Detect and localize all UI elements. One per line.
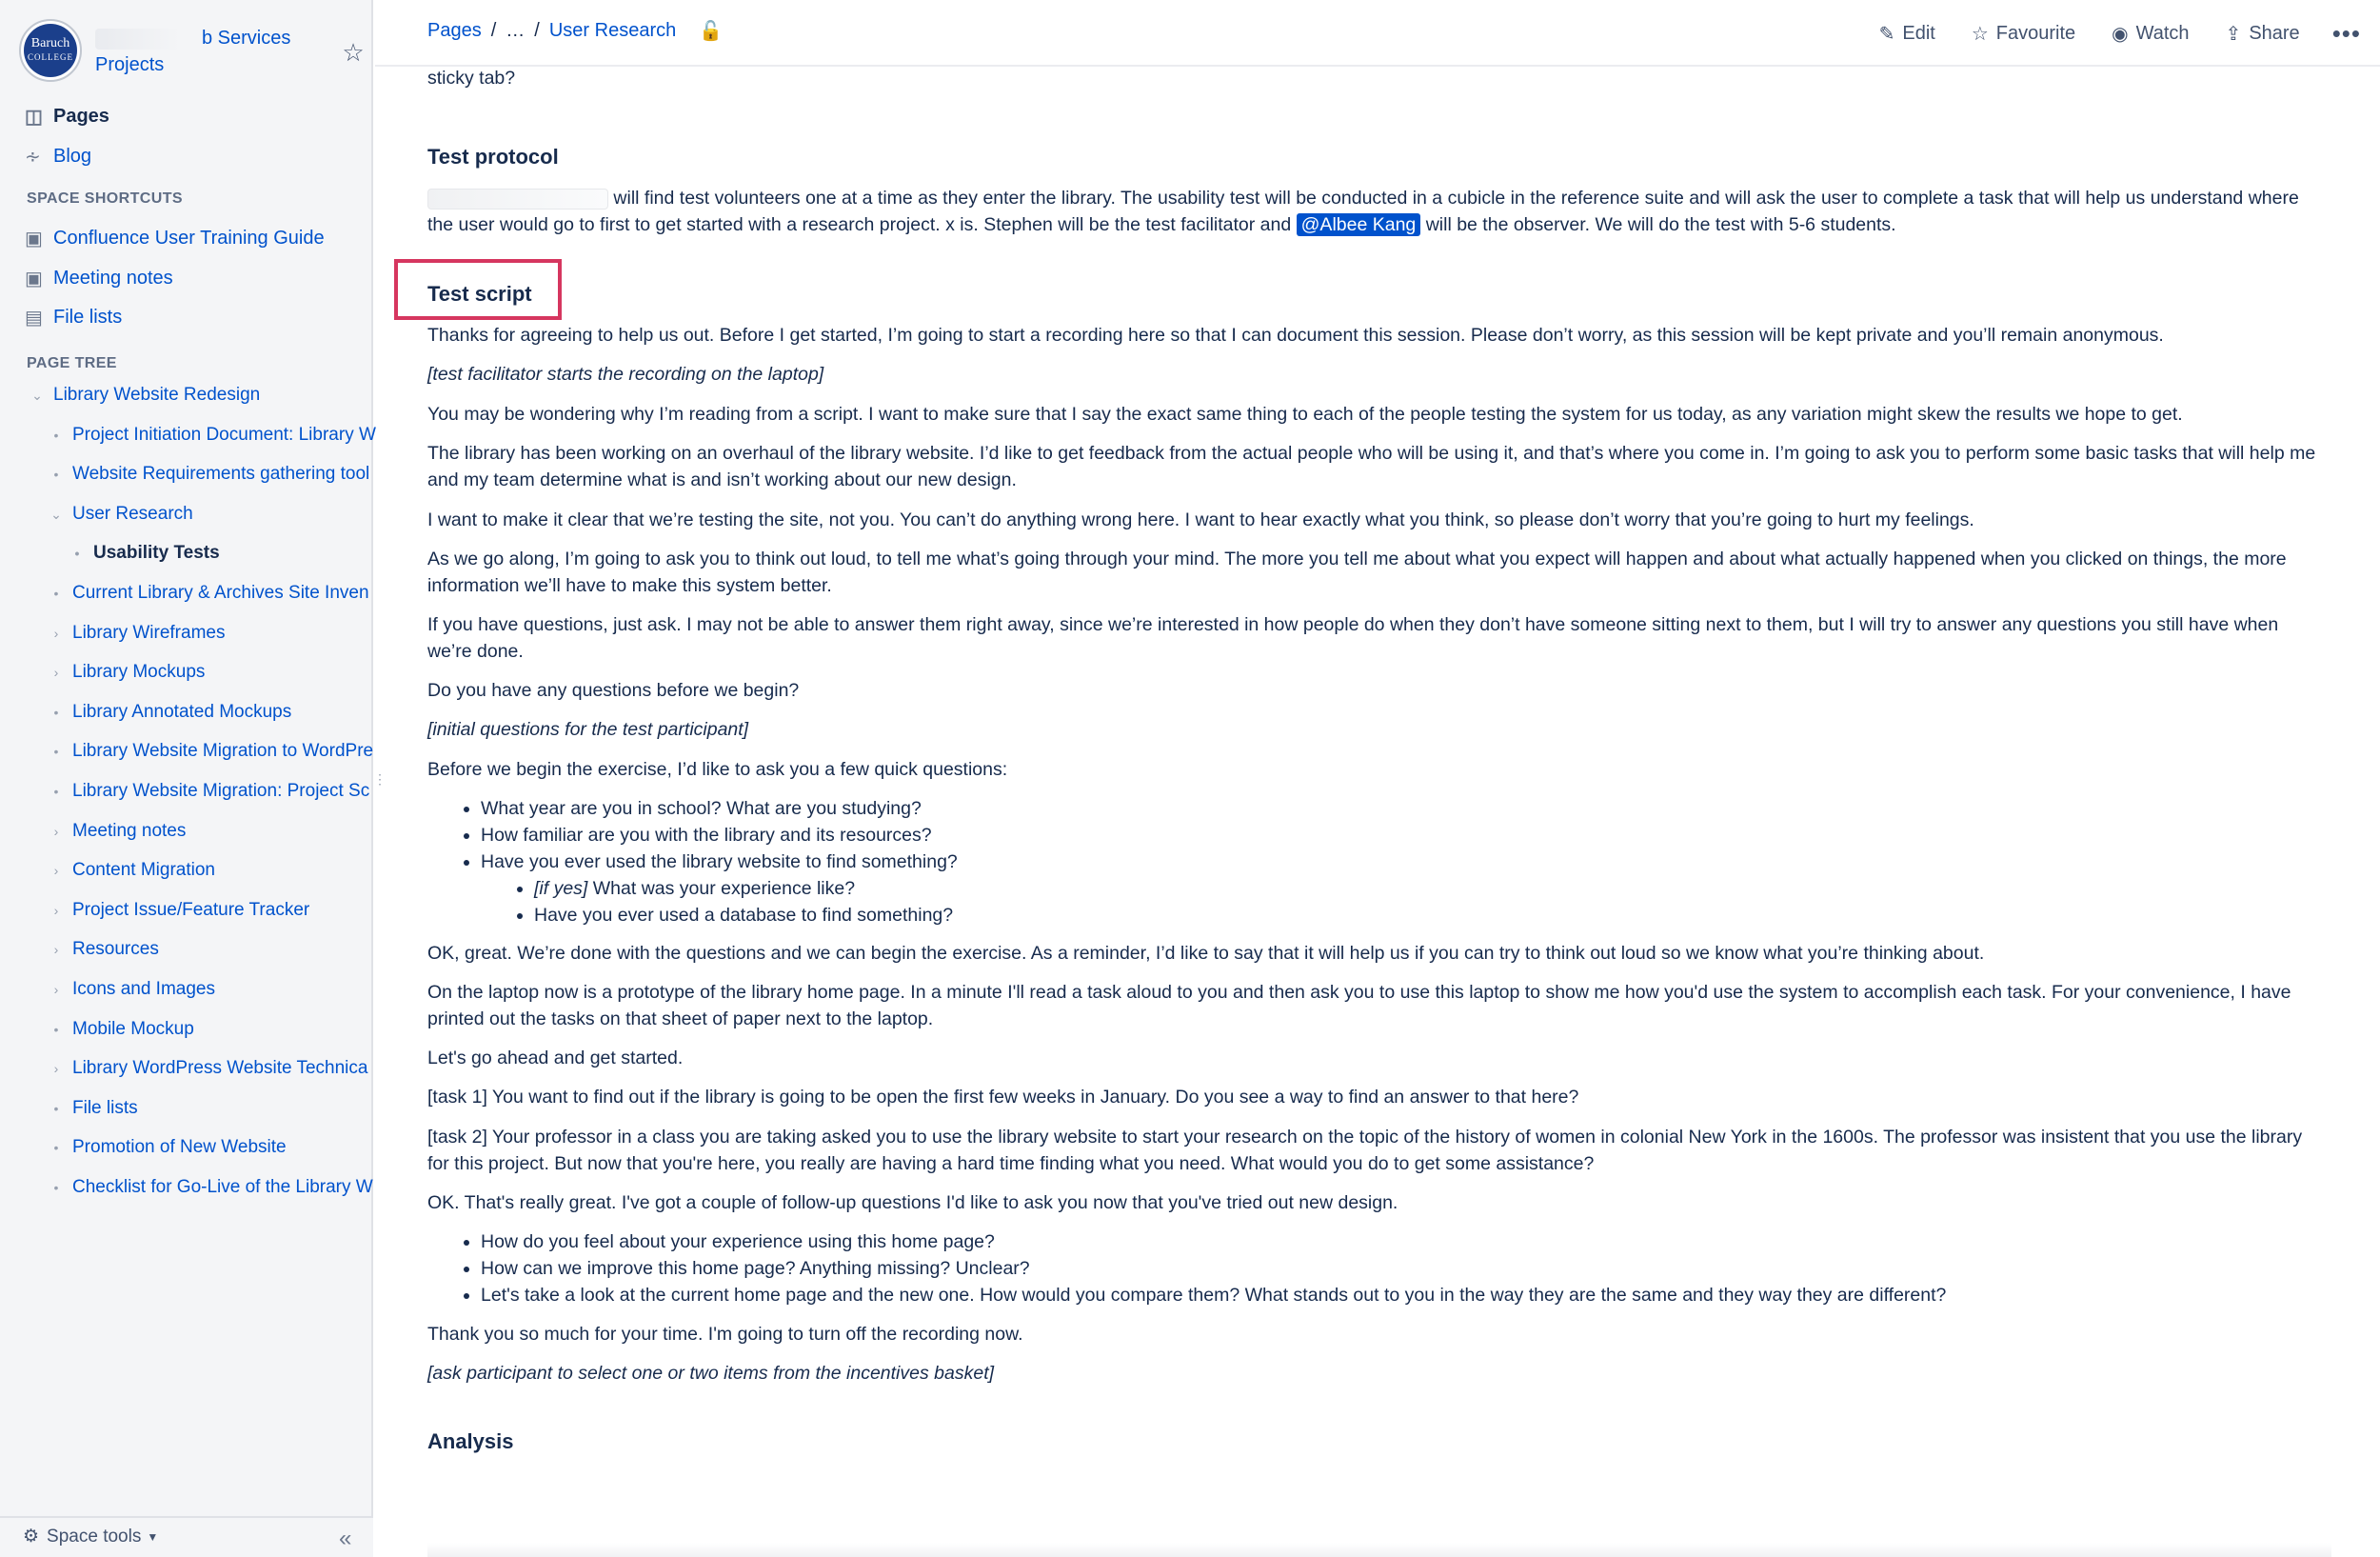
share-label: Share bbox=[2249, 23, 2300, 44]
paragraph: OK. That's really great. I've got a couple of follow-up questions I'd like to ask you now that you've tried out new design. bbox=[427, 1192, 1398, 1213]
breadcrumb-user-research[interactable]: User Research bbox=[548, 20, 677, 41]
paragraph: I want to make it clear that we’re testing the site, not you. You can’t do anything wrong here. I want to hear exactly what you think, so please don’t worry that you’re going to hurt my feelings. bbox=[427, 509, 1974, 530]
bullet-icon: • bbox=[53, 705, 59, 720]
space-title-suffix: b Services bbox=[202, 28, 291, 49]
space-tools-label: Space tools bbox=[47, 1526, 142, 1547]
tree-item-label: User Research bbox=[72, 504, 193, 524]
paragraph: You may be wondering why I’m reading from a script. I want to make sure that I say the exact same thing to each of the people testing the system for us today, as any variation might skew the results we hope to get. bbox=[427, 404, 2183, 425]
paragraph: Before we begin the exercise, I’d like to ask you a few quick questions: bbox=[427, 759, 1008, 780]
rss-icon: ∻ bbox=[25, 146, 41, 168]
list-item: • How familiar are you with the library and its resources? bbox=[481, 822, 2290, 848]
tree-item-label: Library Annotated Mockups bbox=[72, 702, 292, 722]
tree-item-label: Mobile Mockup bbox=[72, 1019, 194, 1039]
caret-down-icon: ▼ bbox=[147, 1529, 159, 1544]
notes-icon: ▣ bbox=[25, 268, 43, 289]
document-icon: ▣ bbox=[25, 228, 43, 250]
chevron-right-icon[interactable]: › bbox=[53, 863, 59, 878]
sidebar bbox=[0, 0, 376, 1557]
bullet-icon: • bbox=[53, 428, 59, 443]
tree-item[interactable] bbox=[46, 419, 388, 451]
paragraph-protocol bbox=[427, 185, 2322, 238]
chevron-down-icon[interactable]: ⌄ bbox=[50, 506, 62, 522]
tree-item-label: Library Website Migration to WordPre bbox=[72, 741, 374, 761]
heading-analysis: Analysis bbox=[427, 1429, 514, 1453]
tree-item[interactable] bbox=[46, 854, 388, 887]
bullet-icon: • bbox=[53, 784, 59, 799]
paragraph: As we go along, I’m going to ask you to think out loud, to tell me what’s going through your mind. The more you tell me about what you expect will happen and about what actually happened when you clicked on things, the more information we’ll have to make this system better. bbox=[427, 549, 2287, 596]
chevron-down-icon[interactable]: ⌄ bbox=[31, 387, 43, 403]
unlock-icon[interactable]: 🔓 bbox=[699, 21, 724, 42]
breadcrumb-separator: / bbox=[534, 20, 540, 41]
bullet-icon: • bbox=[74, 546, 80, 561]
protocol-tail: will be the observer. We will do the test with 5-6 students. bbox=[1420, 214, 1896, 235]
paragraph: On the laptop now is a prototype of the library home page. In a minute I'll read a task aloud to you and then ask you to use this laptop to show me how you'd use the system to accomplish each task. For your convenience, I have printed out the tasks on that sheet of paper next to the laptop. bbox=[427, 982, 2291, 1029]
tree-item-label: Meeting notes bbox=[72, 821, 187, 841]
paragraph: Thank you so much for your time. I'm going to turn off the recording now. bbox=[427, 1324, 1023, 1345]
redacted-mention bbox=[427, 189, 608, 210]
paragraph: The library has been working on an overhaul of the library website. I’d like to get feedback from the actual people who will be using it, and that’s where you come in. I’m going to ask you to perform some basic tasks that will help me and my team determine what is and isn’t working about our new design. bbox=[427, 443, 2316, 490]
logo-text: Baruch bbox=[30, 36, 70, 50]
bullet-icon: • bbox=[53, 586, 59, 601]
chevron-right-icon[interactable]: › bbox=[53, 942, 59, 957]
tree-item-label: Usability Tests bbox=[93, 543, 220, 563]
bullet-icon: • bbox=[53, 1101, 59, 1116]
paragraph: If you have questions, just ask. I may not be able to answer them right away, since we’re interested in how people do when they don’t have someone sitting next to them, but I will try to answer any questions you still have when we’re done. bbox=[427, 614, 2279, 662]
paragraph: [task 2] Your professor in a class you are taking asked you to use the library website to start your research on the topic of the history of women in colonial New York in the 1600s. The professor was insistent that you use the library for this project. But now that you're here, you really are having a hard time finding what you need. What would you do to get some assistance? bbox=[427, 1127, 2303, 1174]
chevron-right-icon[interactable]: › bbox=[53, 903, 59, 918]
more-actions-icon[interactable]: ••• bbox=[2331, 19, 2361, 48]
sidebar-pages-label: Pages bbox=[53, 105, 109, 127]
watch-label: Watch bbox=[2135, 23, 2190, 44]
star-icon[interactable]: ☆ bbox=[342, 38, 365, 67]
tree-item-label: Resources bbox=[72, 939, 159, 959]
breadcrumb bbox=[427, 19, 723, 43]
tree-item-label: Library WordPress Website Technica bbox=[72, 1058, 368, 1078]
tree-item[interactable] bbox=[46, 1013, 388, 1046]
share-button[interactable] bbox=[2226, 22, 2300, 46]
page-content bbox=[427, 67, 2331, 1557]
bullet-icon: • bbox=[53, 467, 59, 482]
list-item: • How do you feel about your experience using this home page? bbox=[481, 1228, 2290, 1255]
user-mention[interactable]: @Albee Kang bbox=[1297, 213, 1421, 236]
tree-item-label: Content Migration bbox=[72, 860, 215, 880]
list-item-text: What was your experience like? bbox=[587, 878, 856, 899]
list-item: • Have you ever used a database to find something? bbox=[534, 902, 2290, 928]
space-shortcuts-heading: SPACE SHORTCUTS bbox=[27, 190, 183, 207]
edit-label: Edit bbox=[1902, 23, 1935, 44]
space-title[interactable] bbox=[95, 25, 343, 78]
logo-subtext: COLLEGE bbox=[28, 52, 73, 62]
tree-item-label: Library Mockups bbox=[72, 662, 206, 682]
tree-item[interactable] bbox=[46, 656, 388, 689]
list-item-text: Have you ever used the library website to find something? bbox=[481, 851, 958, 872]
favourite-label: Favourite bbox=[1995, 23, 2076, 44]
paragraph: [task 1] You want to find out if the library is going to be open the first few weeks in January. Do you see a way to find an answer to that here? bbox=[427, 1087, 1579, 1108]
breadcrumb-separator: / bbox=[490, 20, 497, 41]
eye-icon: ◉ bbox=[2112, 24, 2129, 45]
question-list bbox=[481, 795, 2290, 928]
tree-item[interactable] bbox=[46, 577, 388, 609]
tree-item-label: Library Wireframes bbox=[72, 623, 226, 643]
files-icon: ▤ bbox=[25, 307, 43, 329]
space-tools-button[interactable] bbox=[23, 1526, 158, 1547]
sidebar-footer bbox=[0, 1516, 373, 1557]
chevron-right-icon[interactable]: › bbox=[53, 982, 59, 997]
tree-item[interactable] bbox=[46, 1092, 388, 1125]
baruch-logo-icon bbox=[24, 24, 77, 77]
heading-test-script: Test script bbox=[427, 282, 532, 306]
space-header bbox=[19, 19, 365, 86]
bullet-icon: • bbox=[53, 1180, 59, 1195]
sidebar-blog-label: Blog bbox=[53, 145, 92, 167]
tree-item-label: Project Issue/Feature Tracker bbox=[72, 900, 310, 920]
followup-list bbox=[481, 1228, 2290, 1308]
tree-item[interactable] bbox=[46, 1131, 388, 1164]
tree-item[interactable] bbox=[46, 617, 388, 649]
chevron-right-icon[interactable]: › bbox=[53, 824, 59, 839]
space-logo[interactable] bbox=[19, 19, 82, 82]
chevron-right-icon[interactable]: › bbox=[53, 1061, 59, 1076]
paragraph: Let's go ahead and get started. bbox=[427, 1048, 684, 1068]
tree-item-label: Checklist for Go-Live of the Library W bbox=[72, 1177, 373, 1197]
tree-item-label: Library Website Redesign bbox=[53, 385, 261, 405]
shortcut-training-guide[interactable] bbox=[25, 222, 325, 254]
page-actions bbox=[1843, 19, 2361, 49]
page-header bbox=[375, 0, 2380, 67]
tree-item-label: Project Initiation Document: Library W bbox=[72, 425, 376, 445]
shortcut-label: File lists bbox=[53, 306, 123, 328]
tree-item[interactable] bbox=[46, 973, 388, 1006]
tree-item[interactable] bbox=[46, 894, 388, 927]
shortcut-label: Confluence User Training Guide bbox=[53, 227, 325, 249]
redacted-text bbox=[95, 29, 202, 50]
sidebar-pages[interactable] bbox=[25, 100, 109, 132]
chevron-right-icon[interactable]: › bbox=[53, 626, 59, 641]
tree-item[interactable] bbox=[46, 775, 388, 808]
tree-item-label: Website Requirements gathering tool bbox=[72, 464, 370, 484]
paragraph: Do you have any questions before we begin? bbox=[427, 680, 800, 701]
tree-item-label: File lists bbox=[72, 1098, 138, 1118]
paragraph-italic: [test facilitator starts the recording on the laptop] bbox=[427, 364, 824, 385]
bullet-icon: • bbox=[53, 1140, 59, 1155]
pages-icon: ◫ bbox=[25, 106, 43, 128]
sidebar-resize-handle[interactable]: ⋮ bbox=[373, 771, 387, 787]
list-item-em: [if yes] bbox=[534, 878, 588, 899]
breadcrumb-ellipsis[interactable]: … bbox=[506, 20, 526, 41]
bullet-icon: • bbox=[53, 1022, 59, 1037]
list-item: • What year are you in school? What are you studying? bbox=[481, 795, 2290, 822]
favourite-button[interactable] bbox=[1972, 22, 2075, 46]
tree-item[interactable] bbox=[27, 379, 369, 411]
paragraph: Thanks for agreeing to help us out. Before I get started, I’m going to start a recording here so that I can document this session. Please don’t worry, as this session will be kept private and you’ll remain anonymous. bbox=[427, 325, 2164, 346]
watch-button[interactable] bbox=[2112, 22, 2189, 46]
space-subtitle: Projects bbox=[95, 54, 165, 75]
page-tree-heading: PAGE TREE bbox=[27, 355, 117, 371]
tree-item[interactable] bbox=[46, 815, 388, 848]
tree-item[interactable] bbox=[46, 498, 388, 530]
collapse-sidebar-icon[interactable]: « bbox=[339, 1526, 352, 1551]
paragraph: sticky tab? bbox=[427, 68, 516, 89]
tree-item[interactable] bbox=[67, 537, 409, 569]
tree-item[interactable] bbox=[46, 1052, 388, 1085]
shortcut-file-lists[interactable] bbox=[25, 301, 122, 333]
shortcut-meeting-notes[interactable] bbox=[25, 262, 173, 294]
breadcrumb-pages[interactable]: Pages bbox=[427, 20, 482, 41]
scroll-shadow bbox=[427, 1543, 2331, 1557]
paragraph-italic: [initial questions for the test participant] bbox=[427, 719, 749, 740]
list-item: • Let's take a look at the current home page and the new one. How would you compare them? What stands out to you in the way they are the same and they way they are different? bbox=[481, 1282, 2290, 1308]
tree-item[interactable] bbox=[46, 696, 388, 729]
tree-item-label: Promotion of New Website bbox=[72, 1137, 287, 1157]
protocol-text: will find test volunteers one at a time as they enter the library. The usability test will be conducted in a cubicle in the reference suite and will ask the user to complete a task that will help us understand where the user would go to first to get started with a research project. x is. Stephen will be the test facilitator and bbox=[427, 188, 2299, 235]
shortcut-label: Meeting notes bbox=[53, 267, 173, 289]
tree-item-label: Library Website Migration: Project Sc bbox=[72, 781, 370, 801]
bullet-icon: • bbox=[53, 744, 59, 759]
list-item bbox=[534, 875, 2290, 902]
share-icon: ⇪ bbox=[2225, 24, 2242, 45]
tree-item[interactable] bbox=[46, 1171, 388, 1204]
sidebar-blog[interactable] bbox=[25, 140, 91, 172]
tree-item[interactable] bbox=[46, 735, 388, 768]
paragraph: OK, great. We’re done with the questions and we can begin the exercise. As a reminder, I’d like to say that it will help us if you can try to think out loud so we know what you’re thinking about. bbox=[427, 943, 1985, 964]
star-icon: ☆ bbox=[1971, 24, 1989, 45]
tree-item-label: Icons and Images bbox=[72, 979, 215, 999]
annotation-highlight-box bbox=[394, 259, 562, 320]
heading-test-protocol: Test protocol bbox=[427, 145, 559, 169]
list-item: • How can we improve this home page? Anything missing? Unclear? bbox=[481, 1255, 2290, 1282]
pencil-icon: ✎ bbox=[1878, 24, 1895, 45]
gear-icon: ⚙ bbox=[23, 1527, 40, 1547]
tree-item[interactable] bbox=[46, 933, 388, 966]
chevron-right-icon[interactable]: › bbox=[53, 665, 59, 680]
list-item bbox=[481, 848, 2290, 928]
nested-list bbox=[534, 875, 2290, 928]
edit-button[interactable] bbox=[1879, 22, 1935, 46]
tree-item-label: Current Library & Archives Site Inven bbox=[72, 583, 369, 603]
tree-item[interactable] bbox=[46, 458, 388, 490]
paragraph-italic: [ask participant to select one or two items from the incentives basket] bbox=[427, 1363, 995, 1384]
